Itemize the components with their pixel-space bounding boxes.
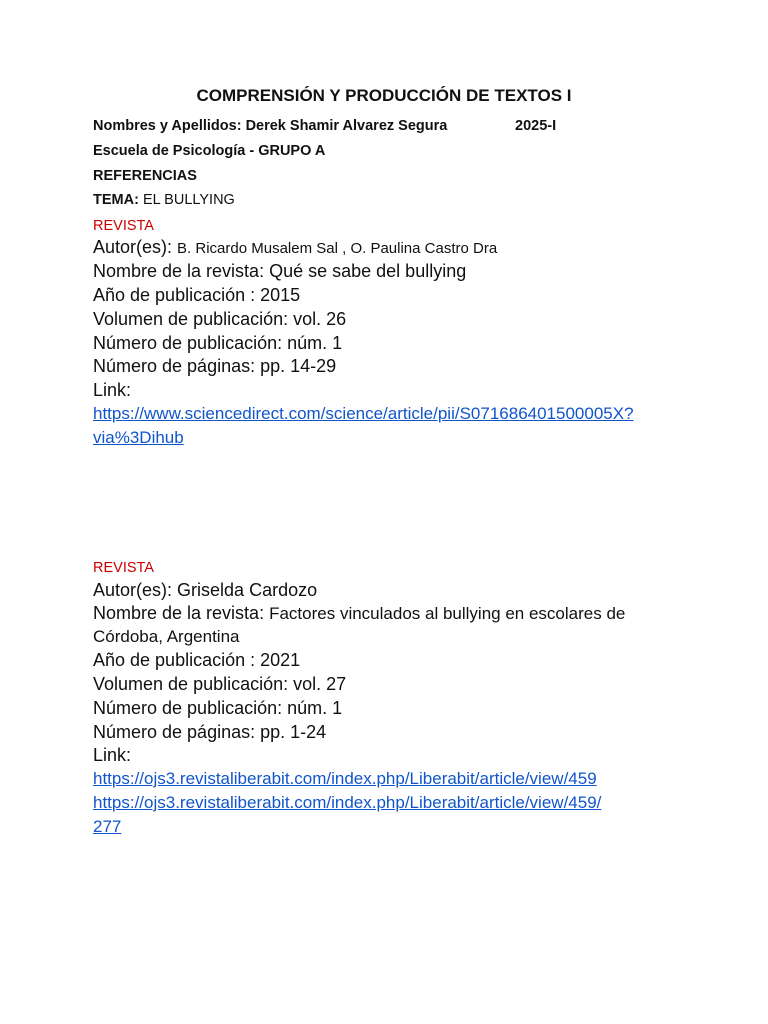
- ref1-author-value: B. Ricardo Musalem Sal , O. Paulina Castro Dra: [177, 240, 498, 257]
- ref1-volume: Volumen de publicación: vol. 26: [93, 309, 347, 329]
- ref2-type: REVISTA: [93, 560, 154, 576]
- ref2-author-label: Autor(es):: [93, 580, 173, 600]
- ref1-number: Número de publicación: núm. 1: [93, 333, 343, 353]
- names-value: Derek Shamir Alvarez Segura: [245, 118, 448, 134]
- ref2-link-a[interactable]: https://ojs3.revistaliberabit.com/index.php/Liberabit/article/view/459: [93, 769, 597, 788]
- ref1-link-line1[interactable]: https://www.sciencedirect.com/science/article/pii/S071686401500005X?: [93, 404, 634, 423]
- topic-label: TEMA:: [93, 192, 139, 208]
- section-heading: REFERENCIAS: [93, 168, 197, 184]
- ref2-journal-label: Nombre de la revista:: [93, 603, 265, 623]
- ref2-volume: Volumen de publicación: vol. 27: [93, 674, 347, 694]
- school-line: Escuela de Psicología - GRUPO A: [93, 143, 326, 159]
- ref2-author: [93, 580, 317, 601]
- ref1-type: REVISTA: [93, 218, 154, 234]
- ref2-journal-value-line2: Córdoba, Argentina: [93, 627, 240, 646]
- term-label: 2025-I: [515, 118, 557, 134]
- ref2-link-b-line2[interactable]: 277: [93, 817, 122, 836]
- ref2-author-value: Griselda Cardozo: [177, 580, 318, 600]
- ref1-journal-label: Nombre de la revista:: [93, 261, 265, 281]
- document-title: COMPRENSIÓN Y PRODUCCIÓN DE TEXTOS I: [196, 86, 572, 105]
- ref1-author-label: Autor(es):: [93, 237, 173, 257]
- ref1-journal: [93, 261, 466, 282]
- ref1-pages: Número de páginas: pp. 14-29: [93, 356, 337, 376]
- ref1-journal-value: Qué se sabe del bullying: [269, 261, 467, 281]
- ref2-journal: [93, 603, 625, 624]
- student-name-line: [93, 118, 447, 134]
- ref1-link-line2[interactable]: via%3Dihub: [93, 428, 184, 447]
- ref2-journal-value-line1: Factores vinculados al bullying en escolares de: [269, 604, 626, 623]
- names-label: Nombres y Apellidos:: [93, 118, 242, 134]
- ref2-link-label: Link:: [93, 745, 132, 765]
- ref2-number: Número de publicación: núm. 1: [93, 698, 343, 718]
- ref1-link-label: Link:: [93, 380, 132, 400]
- topic-line: [93, 192, 235, 208]
- ref2-link-b-line1[interactable]: https://ojs3.revistaliberabit.com/index.php/Liberabit/article/view/459/: [93, 793, 602, 812]
- ref1-author: [93, 237, 497, 258]
- topic-value: EL BULLYING: [142, 192, 235, 208]
- ref2-year: Año de publicación : 2021: [93, 650, 301, 670]
- ref2-pages: Número de páginas: pp. 1-24: [93, 722, 327, 742]
- ref1-year: Año de publicación : 2015: [93, 285, 301, 305]
